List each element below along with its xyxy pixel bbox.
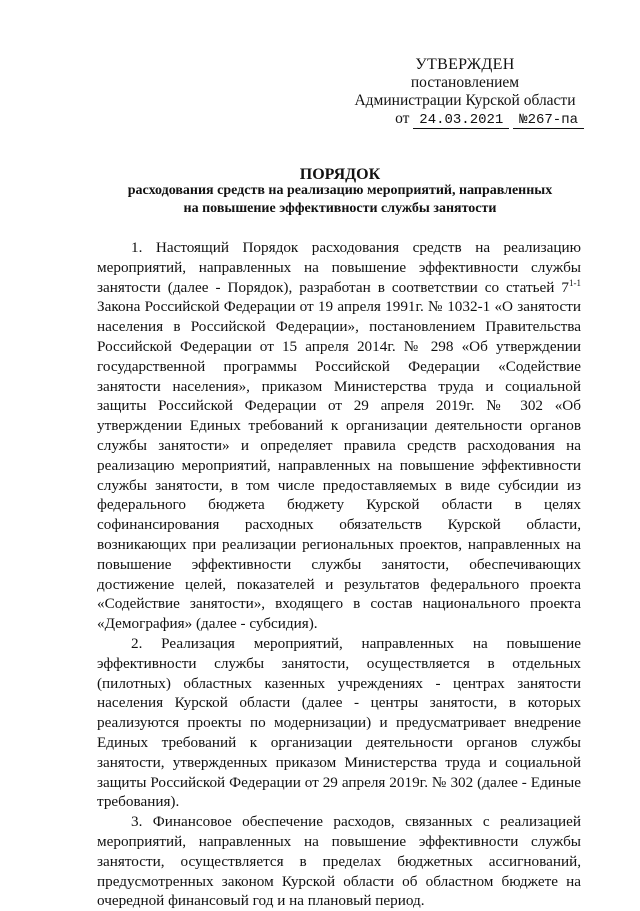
document-title: ПОРЯДОК [299, 166, 381, 183]
paragraph-1 [97, 238, 581, 634]
approval-date-line [340, 110, 590, 129]
document-subtitle [100, 182, 580, 218]
paragraph-1-part2: Закона Российской Федерации от 19 апреля 1991г. № 1032-1 «О занятости населения в Российской Федерации», постановлением Правительства Российской Федерации от 15 апреля 2014г. № 298 «Об утверждении государственной программы Российской Федерации «Содействие занятости населения», приказом Министерства труда и социальной защиты Российской Федерации от 29 апреля 2019г. № 302 «Об утверждении Единых требований к организации деятельности органов службы занятости» и определяет правила средств расходования на реализацию мероприятий, направленных на повышение эффективности службы занятости, в том числе предоставляемых в виде субсидии из федерального бюджета бюджету Курской области в целях софинансирования расходных обязательств Курской области, возникающих при реализации региональных проектов, направленных на повышение эффективности службы занятости, обеспечивающих достижение целей, показателей и результатов федерального проекта «Содействие занятости», входящего в состав национального проекта «Демография» (далее - субсидия). [97, 298, 581, 633]
approval-number: №267-па [513, 112, 584, 129]
approval-title: УТВЕРЖДЕН [415, 56, 515, 73]
approval-line1: постановлением [410, 74, 520, 91]
approval-line2: Администрации Курской области [354, 92, 576, 109]
paragraph-2: 2. Реализация мероприятий, направленных на повышение эффективности службы занятости, осуществляется в отдельных (пилотных) областных казенных учреждениях - центрах занятости населения Курской области (далее - центры занятости, в которых реализуются проекты по модернизации) и предусматривает внедрение Единых требований к организации деятельности органов службы занятости, утвержденных приказом Министерства труда и социальной защиты Российской Федерации от 29 апреля 2019г. № 302 (далее - Единые требования). [97, 634, 581, 811]
approval-date: 24.03.2021 [413, 112, 509, 129]
approval-stamp [340, 56, 590, 129]
approval-from-label: от [395, 110, 410, 127]
paragraph-1-part1: 1. Настоящий Порядок расходования средств на реализацию мероприятий, направленных на повышение эффективности службы занятости (далее - Порядок), разработан в соответствии со статьей 7 [97, 239, 581, 296]
article-superscript: 1-1 [569, 277, 581, 288]
document-subtitle-line2: на повышение эффективности службы занятости [183, 201, 497, 216]
document-subtitle-line1: расходования средств на реализацию мероприятий, направленных [127, 183, 553, 198]
paragraph-3: 3. Финансовое обеспечение расходов, связанных с реализацией мероприятий, направленных на повышение эффективности службы занятости, осуществляется в пределах бюджетных ассигнований, предусмотренных законом Курской области об областном бюджете на очередной финансовый год и на плановый период. [97, 813, 581, 910]
document-body [97, 238, 581, 911]
